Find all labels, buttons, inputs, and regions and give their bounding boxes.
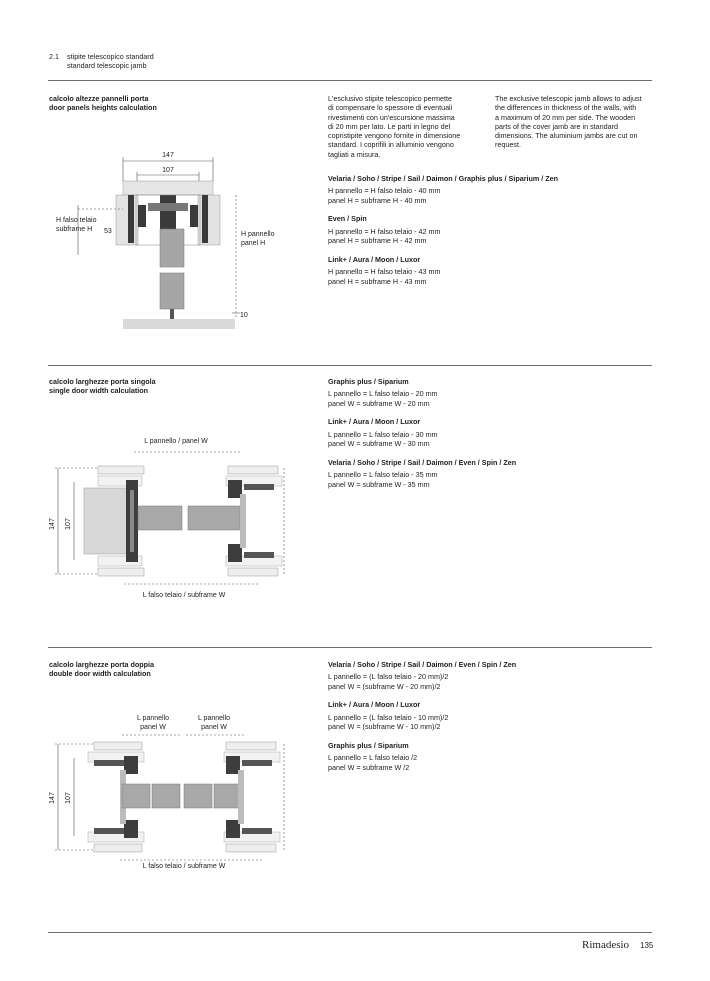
formula-it: L pannello = (L falso telaio - 10 mm)/2 — [328, 712, 449, 722]
door-panel-upper — [160, 229, 184, 267]
section3-heading — [49, 660, 154, 679]
dim-107-label: 107 — [162, 167, 174, 174]
dim-107-label: 107 — [65, 518, 72, 530]
dim-107-label: 107 — [65, 792, 72, 804]
profile-detail — [148, 203, 188, 211]
brand-logo: Rimadesio — [582, 939, 630, 951]
page-number: 135 — [640, 941, 654, 950]
intro-it-line: copristipite vengono fornite in dimensione — [328, 131, 461, 141]
formula-group — [328, 214, 658, 245]
formula-group-title: Link+ / Aura / Moon / Luxor — [328, 700, 421, 710]
formula-group — [328, 741, 658, 772]
formula-en: panel W = subframe W /2 — [328, 762, 410, 772]
panel-w-right-label-en: panel W — [201, 724, 227, 731]
intro-it-line: L'esclusivo stipite telescopico permette — [328, 94, 453, 103]
section-title-en: standard telescopic jamb — [67, 61, 147, 71]
formula-en: panel H = subframe H - 40 mm — [328, 195, 427, 205]
single-door-plan-drawing — [48, 432, 298, 602]
section1-formulas — [328, 174, 658, 286]
intro-en-line: a maximum of 20 mm per side. The wooden — [495, 112, 636, 122]
formula-group — [328, 660, 658, 691]
panel-h-label-en: panel H — [241, 240, 266, 247]
formula-en: panel W = subframe W - 30 mm — [328, 439, 430, 449]
section1-heading-it: calcolo altezze pannelli porta — [49, 94, 149, 103]
panel-w-right-label-it: L pannello — [197, 715, 231, 722]
subframe-w-label: L falso telaio / subframe W — [142, 592, 226, 599]
formula-en: panel W = subframe W - 20 mm — [328, 398, 430, 408]
intro-it-line: di 20 mm per lato. Le parti in legno del — [328, 121, 451, 131]
formula-it: H pannello = H falso telaio - 43 mm — [328, 267, 441, 277]
panel-w-left-label-it: L pannello — [136, 715, 170, 722]
formula-it: L pannello = (L falso telaio - 20 mm)/2 — [328, 672, 449, 682]
dim-53-label: 53 — [104, 228, 112, 235]
left-jamb — [84, 466, 144, 576]
intro-it-line: di compensare lo spessore di eventuali — [328, 103, 453, 113]
formula-en: panel W = subframe W - 35 mm — [328, 479, 430, 489]
section2-formulas — [328, 377, 658, 489]
formula-group-title: Velaria / Soho / Stripe / Sail / Daimon / Graphis plus / Siparium / Zen — [328, 174, 559, 183]
formula-group-title: Graphis plus / Siparium — [328, 377, 409, 386]
section3-formulas — [328, 660, 658, 772]
formula-it: L pannello = L falso telaio - 30 mm — [328, 429, 438, 439]
formula-en: panel W = (subframe W - 20 mm)/2 — [328, 681, 441, 691]
door-panel-1 — [122, 784, 150, 808]
footer-divider — [48, 932, 652, 933]
formula-it: L pannello = L falso telaio - 20 mm — [328, 389, 438, 399]
section2-divider — [48, 647, 652, 648]
door-panel-right — [188, 506, 240, 530]
door-panel-lower — [160, 273, 184, 309]
section3-heading-en: double door width calculation — [49, 669, 151, 679]
section2-heading-it: calcolo larghezze porta singola — [49, 377, 156, 386]
formula-group — [328, 174, 658, 205]
door-panel-left — [138, 506, 182, 530]
dim-panel-h — [232, 195, 240, 319]
floor-pivot — [170, 309, 174, 319]
formula-it: L pannello = L falso telaio /2 — [328, 753, 418, 763]
jamb-left — [116, 195, 138, 245]
intro-english — [495, 94, 655, 150]
section-title — [67, 52, 154, 71]
formula-it: H pannello = H falso telaio - 42 mm — [328, 226, 441, 236]
intro-it-line: rivestimenti con un'escursione massima — [328, 112, 455, 122]
door-panel-3 — [184, 784, 212, 808]
height-section-drawing — [48, 145, 308, 335]
intro-italian — [328, 94, 488, 159]
section1-heading-en: door panels heights calculation — [49, 103, 157, 113]
wall-top — [123, 181, 213, 195]
dim-10-label: 10 — [240, 312, 248, 319]
jamb-right — [198, 195, 220, 245]
section2-heading — [49, 377, 156, 396]
intro-it-line: standard. I coprifili in alluminio vengono — [328, 140, 454, 150]
section2-heading-en: single door width calculation — [49, 386, 149, 396]
subframe-h-label-en: subframe H — [56, 226, 93, 233]
formula-en: panel H = subframe H - 43 mm — [328, 276, 427, 286]
door-panel-4 — [214, 784, 242, 808]
formula-group-title: Velaria / Soho / Stripe / Sail / Daimon / Even / Spin / Zen — [328, 457, 517, 467]
intro-en-line: dimensions. The aluminium jambs are cut on — [495, 131, 638, 141]
header-divider — [48, 80, 652, 81]
intro-en-line: parts of the cover jamb are in standard — [495, 121, 619, 131]
formula-group — [328, 255, 658, 286]
floor — [123, 319, 235, 329]
section-number: 2.1 — [49, 52, 59, 61]
door-panel-2 — [152, 784, 180, 808]
double-door-plan-drawing — [48, 710, 298, 880]
formula-en: panel W = (subframe W - 10 mm)/2 — [328, 722, 441, 732]
formula-group — [328, 700, 658, 731]
intro-en-line: The exclusive telescopic jamb allows to adjust — [495, 94, 642, 103]
subframe-h-label-it: H falso telaio — [56, 217, 97, 224]
formula-en: panel H = subframe H - 42 mm — [328, 236, 427, 246]
formula-group-title: Velaria / Soho / Stripe / Sail / Daimon / Even / Spin / Zen — [328, 660, 517, 669]
formula-group-title: Link+ / Aura / Moon / Luxor — [328, 417, 421, 427]
intro-it-line: tagliati a misura. — [328, 149, 381, 159]
formula-it: L pannello = L falso telaio - 35 mm — [328, 470, 438, 480]
panel-w-left-label-en: panel W — [140, 724, 166, 731]
panel-h-label-it: H pannello — [241, 231, 275, 238]
formula-group — [328, 458, 658, 489]
intro-en-line: the differences in thickness of the walls, with — [495, 103, 637, 113]
section1-divider — [48, 365, 652, 366]
dim-147-label: 147 — [49, 518, 56, 530]
formula-group-title: Link+ / Aura / Moon / Luxor — [328, 254, 421, 264]
dim-147-label: 147 — [162, 152, 174, 159]
formula-group — [328, 377, 658, 408]
section1-heading — [49, 94, 157, 113]
intro-en-line: request. — [495, 140, 521, 150]
dim-147-label: 147 — [49, 792, 56, 804]
formula-group-title: Graphis plus / Siparium — [328, 740, 409, 750]
section-title-it: stipite telescopico standard — [67, 52, 154, 61]
formula-group — [328, 417, 658, 448]
subframe-w-label: L falso telaio / subframe W — [142, 863, 226, 870]
formula-group-title: Even / Spin — [328, 214, 367, 224]
panel-w-label: L pannello / panel W — [144, 438, 208, 445]
formula-it: H pannello = H falso telaio - 40 mm — [328, 186, 441, 196]
section3-heading-it: calcolo larghezze porta doppia — [49, 660, 155, 669]
